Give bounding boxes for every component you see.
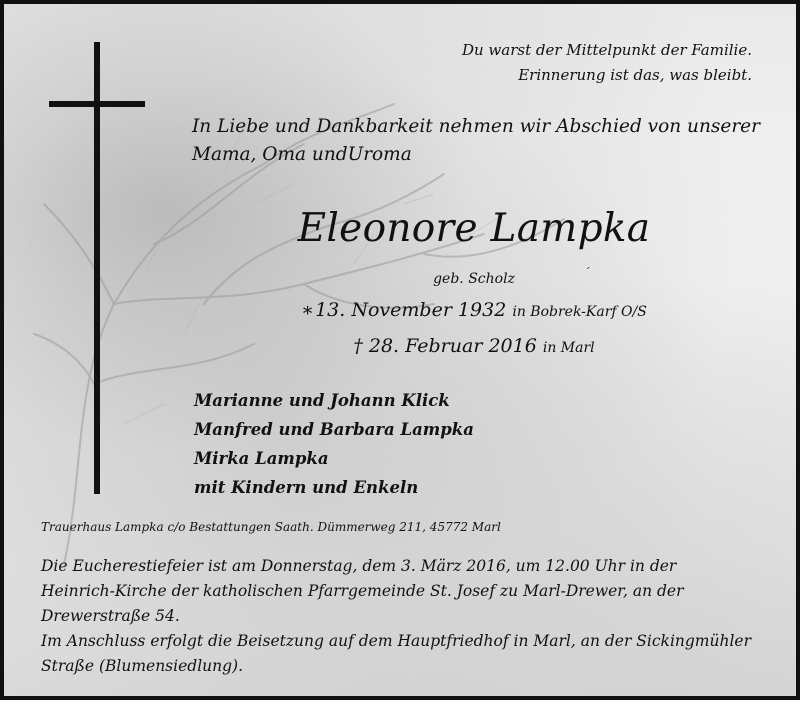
survivor-item: Mirka Lampka <box>194 449 329 468</box>
service-information <box>41 554 781 679</box>
cross-symbol-bar <box>49 101 145 107</box>
survivors-list <box>194 386 474 502</box>
service-line: Die Eucherestiefeier ist am Donnerstag, dem 3. März 2016, um 12.00 Uhr in der <box>41 557 677 575</box>
survivor-item: mit Kindern und Enkeln <box>194 478 419 497</box>
service-line: Drewerstraße 54. <box>41 607 180 625</box>
stray-mark: ´ <box>584 266 590 279</box>
birth-place: in Bobrek-Karf O/S <box>512 304 647 320</box>
mourning-house-address: Trauerhaus Lampka c/o Bestattungen Saath. Dümmerweg 211, 45772 Marl <box>41 520 501 534</box>
intro-line: In Liebe und Dankbarkeit nehmen wir Abschied von unserer <box>192 116 760 137</box>
intro-line: Mama, Oma undUroma <box>192 144 412 165</box>
birth-date: 13. November 1932 <box>315 299 507 321</box>
survivor-item: Manfred und Barbara Lampka <box>194 420 474 439</box>
service-line: Straße (Blumensiedlung). <box>41 657 244 675</box>
survivor-item: Marianne und Johann Klick <box>194 391 450 410</box>
birth-symbol: ∗ <box>301 299 315 321</box>
born-name: geb. Scholz <box>433 271 515 287</box>
motto-line: Du warst der Mittelpunkt der Familie. <box>461 41 752 59</box>
motto <box>462 38 752 88</box>
intro-text <box>192 113 777 169</box>
deceased-name: Eleonore Lampka <box>297 206 651 251</box>
cross-symbol <box>94 42 100 494</box>
motto-line: Erinnerung ist das, was bleibt. <box>518 66 752 84</box>
death-line <box>194 332 754 362</box>
service-line: Im Anschluss erfolgt die Beisetzung auf dem Hauptfriedhof in Marl, an der Sickingmühler <box>41 632 752 650</box>
death-date: 28. Februar 2016 <box>368 335 537 357</box>
death-symbol: † <box>353 335 363 357</box>
birth-line <box>194 296 754 326</box>
service-line: Heinrich-Kirche der katholischen Pfarrgemeinde St. Josef zu Marl-Drewer, an der <box>41 582 684 600</box>
death-place: in Marl <box>542 340 595 356</box>
